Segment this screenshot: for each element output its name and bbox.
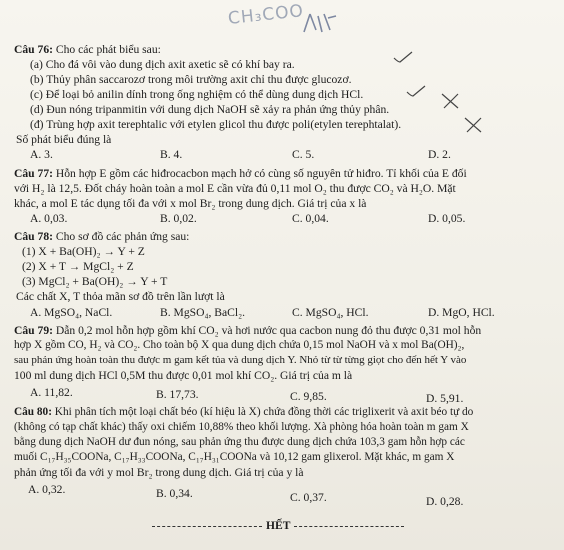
q76-option-c[interactable]: C. 5.	[292, 148, 315, 161]
q79-option-c[interactable]: C. 9,85.	[290, 390, 327, 403]
q79-text-3: sau phản ứng hoàn toàn thu được m gam kết tủa và dung dịch Y. Nhỏ từ từ từng giọt cho đến hết Y vào	[14, 354, 467, 366]
handwritten-note: CH₃COO	[227, 1, 305, 29]
q77-option-d[interactable]: D. 0,05.	[428, 212, 466, 225]
q76-question: Số phát biểu đúng là	[16, 133, 112, 146]
q78-option-c[interactable]: C. MgSO₄, HCl.	[292, 306, 369, 319]
cross-mark-icon	[463, 116, 483, 134]
q79-option-d[interactable]: D. 5,91.	[426, 392, 464, 405]
q79-option-a[interactable]: A. 11,82.	[30, 386, 73, 399]
divider-left	[152, 526, 262, 527]
end-marker: HẾT	[148, 518, 408, 533]
q79-text-2: hợp X gồm CO, H₂ và CO₂. Cho toàn bộ X qua dung dịch chứa 0,15 mol NaOH và x mol Ba(OH)₂,	[14, 339, 465, 351]
divider-right	[294, 526, 404, 527]
q76-option-b[interactable]: B. 4.	[160, 148, 183, 161]
q79-text-4: 100 ml dung dịch HCl 0,5M thu được 0,01 mol khí CO₂. Giá trị của m là	[14, 369, 353, 382]
q76-statement-b: (b) Thủy phân saccarozơ trong môi trường axit chỉ thu được glucozơ.	[30, 73, 352, 86]
q76-statement-c: (c) Để loại bỏ anilin dính trong ống nghiệm có thể dùng dung dịch HCl.	[30, 88, 364, 101]
q78-reaction-1: (1) X + Ba(OH)₂ → Y + Z	[22, 245, 145, 258]
q80-text-1: Câu 80: Khi phân tích một loại chất béo (kí hiệu là X) chứa đồng thời các triglixerit và axit béo tự do	[14, 406, 474, 418]
q80-text-3: bằng dung dịch NaOH dư đun nóng, sau phản ứng thu được dung dịch chứa 103,3 gam hỗn hợp các	[14, 436, 465, 448]
q80-text-4: muối C₁₇H₃₅COONa, C₁₇H₃₃COONa, C₁₇H₃₁COONa và 10,12 gam glixerol. Mặt khác, m gam X	[14, 451, 455, 463]
q80-text-5: phản ứng tối đa với y mol Br₂ trong dung dịch. Giá trị của y là	[14, 466, 304, 479]
q79-text-1: Câu 79: Dẫn 0,2 mol hỗn hợp gồm khí CO₂ và hơi nước qua cacbon nung đỏ thu được 0,31 mol hỗn	[14, 324, 482, 337]
q78-option-a[interactable]: A. MgSO₄, NaCl.	[30, 306, 113, 319]
cross-mark-icon	[440, 92, 460, 110]
q77-text-1: Câu 77: Hỗn hợp E gồm các hiđrocacbon mạch hở có cùng số nguyên tử hiđro. Tỉ khối của E đối	[14, 167, 467, 180]
check-mark-icon	[405, 84, 427, 98]
q78-option-d[interactable]: D. MgO, HCl.	[428, 306, 495, 319]
check-mark-icon	[392, 50, 414, 64]
q78-lead: Câu 78: Cho sơ đồ các phản ứng sau:	[14, 230, 190, 243]
q78-option-b[interactable]: B. MgSO₄, BaCl₂.	[160, 306, 246, 319]
q76-statement-a: (a) Cho đá vôi vào dung dịch axit axetic sẽ có khí bay ra.	[30, 58, 295, 71]
q78-question: Các chất X, T thỏa mãn sơ đồ trên lần lượt là	[16, 290, 225, 303]
q77-option-b[interactable]: B. 0,02.	[160, 212, 197, 225]
q80-option-d[interactable]: D. 0,28.	[426, 495, 464, 508]
q78-reaction-2: (2) X + T → MgCl₂ + Z	[22, 260, 134, 273]
q79-option-b[interactable]: B. 17,73.	[156, 388, 199, 401]
q76-option-d[interactable]: D. 2.	[428, 148, 451, 161]
q77-text-2: với H₂ là 12,5. Đốt cháy hoàn toàn a mol E cần vừa đủ 0,11 mol O₂ thu được CO₂ và H₂O. Mặt	[14, 182, 456, 195]
q77-option-c[interactable]: C. 0,04.	[292, 212, 329, 225]
q76-option-a[interactable]: A. 3.	[30, 148, 53, 161]
q78-reaction-3: (3) MgCl₂ + Ba(OH)₂ → Y + T	[22, 275, 168, 288]
q76-statement-d: (d) Đun nóng tripanmitin với dung dịch NaOH sẽ xảy ra phản ứng thủy phân.	[30, 103, 390, 116]
q80-option-c[interactable]: C. 0,37.	[290, 491, 327, 504]
q80-text-2: (không có tạp chất khác) thấy oxi chiếm 10,88% theo khối lượng. Xà phòng hóa hoàn toàn m gam X	[14, 421, 469, 433]
q80-option-b[interactable]: B. 0,34.	[156, 487, 193, 500]
q76-statement-e: (đ) Trùng hợp axit terephtalic với etylen glicol thu được poli(etylen terephtalat).	[30, 118, 402, 131]
q76-lead: Câu 76: Cho các phát biểu sau:	[14, 43, 161, 56]
q77-option-a[interactable]: A. 0,03.	[30, 212, 68, 225]
handwritten-scribble-icon	[300, 10, 340, 36]
q80-option-a[interactable]: A. 0,32.	[28, 483, 66, 496]
q77-text-3: khác, a mol E tác dụng tối đa với x mol Br₂ trong dung dịch. Giá trị của x là	[14, 197, 367, 210]
